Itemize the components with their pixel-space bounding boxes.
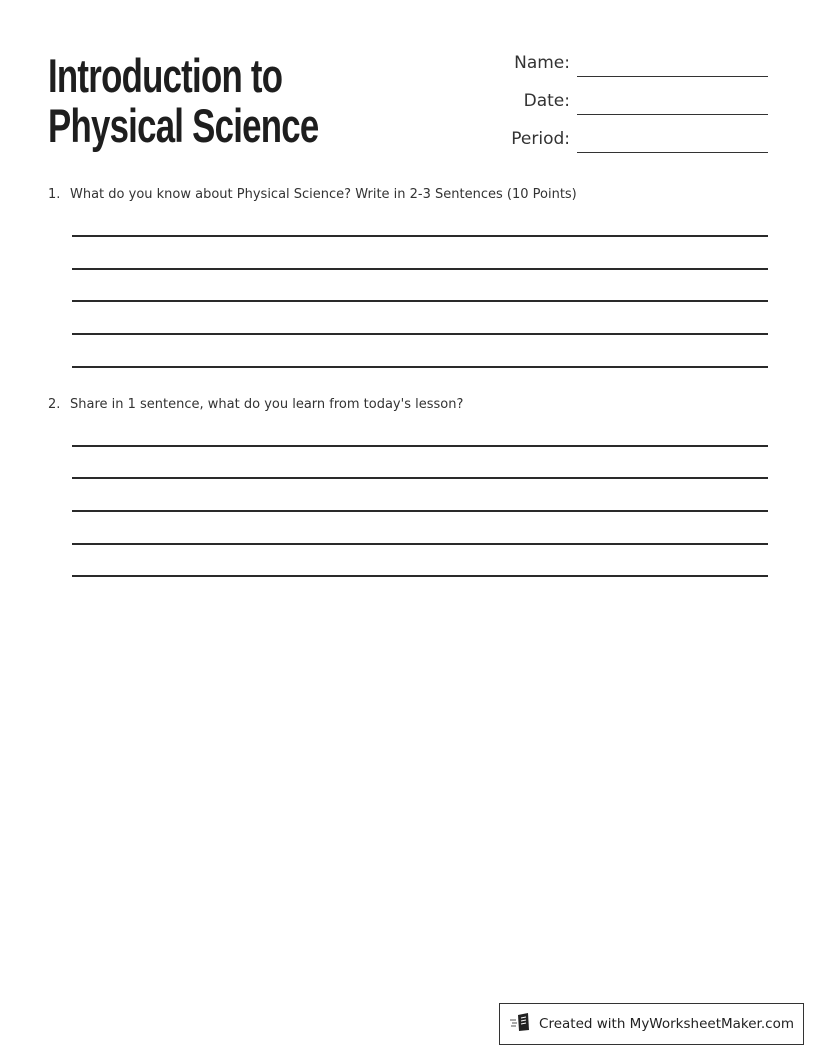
footer-credit[interactable] <box>499 1003 804 1045</box>
question-text: What do you know about Physical Science? Write in 2-3 Sentences (10 Points) <box>70 187 577 202</box>
title-line-2: Physical Science <box>48 99 319 152</box>
worksheet-logo-icon <box>509 1012 533 1036</box>
answer-line[interactable] <box>72 366 768 368</box>
answer-line[interactable] <box>72 477 768 479</box>
period-label: Period: <box>511 129 570 149</box>
question-1 <box>48 187 577 202</box>
answer-line[interactable] <box>72 445 768 447</box>
question-number: 1. <box>48 187 61 202</box>
period-field[interactable] <box>577 152 768 153</box>
answer-line[interactable] <box>72 235 768 237</box>
answer-line[interactable] <box>72 510 768 512</box>
title-line-1: Introduction to <box>48 49 283 102</box>
question-text: Share in 1 sentence, what do you learn from today's lesson? <box>70 397 464 412</box>
answer-line[interactable] <box>72 543 768 545</box>
date-label: Date: <box>523 91 570 111</box>
date-field[interactable] <box>577 114 768 115</box>
answer-line[interactable] <box>72 333 768 335</box>
name-field[interactable] <box>577 76 768 77</box>
answer-line[interactable] <box>72 268 768 270</box>
answer-line[interactable] <box>72 575 768 577</box>
question-2 <box>48 397 463 412</box>
question-number: 2. <box>48 397 61 412</box>
footer-text: Created with MyWorksheetMaker.com <box>539 1016 794 1032</box>
answer-line[interactable] <box>72 300 768 302</box>
name-label: Name: <box>514 53 570 73</box>
